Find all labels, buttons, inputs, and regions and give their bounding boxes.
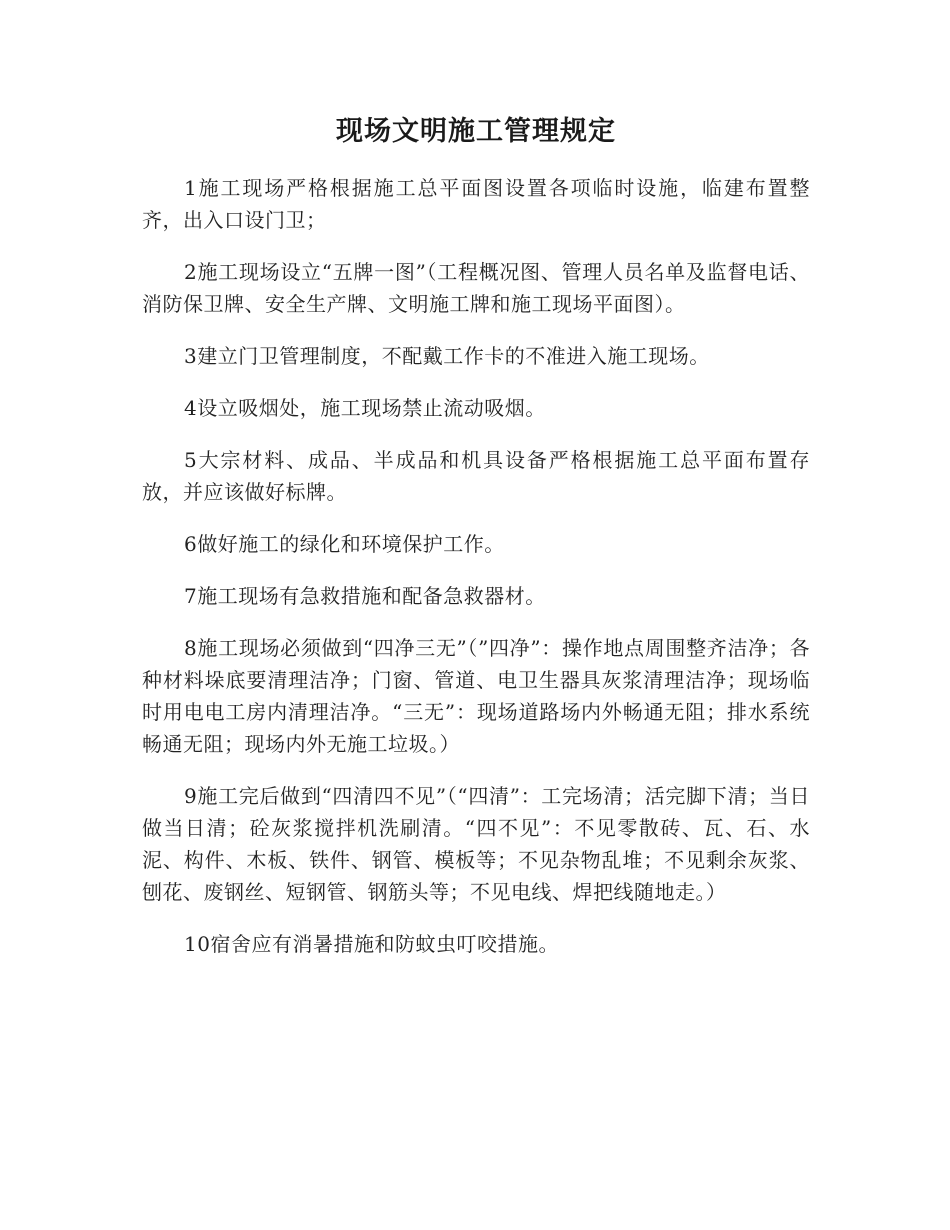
document-page xyxy=(142,110,810,980)
rule-paragraph-4: 4设立吸烟处，施工现场禁止流动吸烟。 xyxy=(184,396,546,420)
rule-paragraph-6: 6做好施工的绿化和环境保护工作。 xyxy=(184,532,505,556)
rule-paragraph-1: 1施工现场严格根据施工总平面图设置各项临时设施，临建布置整齐，出入口设门卫； xyxy=(142,176,810,232)
rule-paragraph-8: 8施工现场必须做到“四净三无”（”四净”：操作地点周围整齐洁净；各种材料垛底要清理洁净；门窗、管道、电卫生器具灰浆清理洁净；现场临时用电电工房内清理洁净。“三无”：现场道路场内外畅通无阻；排水系统畅通无阻；现场内外无施工垃圾。） xyxy=(142,636,810,756)
page-title: 现场文明施工管理规定 xyxy=(336,116,616,147)
rule-paragraph-3: 3建立门卫管理制度，不配戴工作卡的不准进入施工现场。 xyxy=(184,344,710,368)
rule-paragraph-7: 7施工现场有急救措施和配备急救器材。 xyxy=(184,584,546,608)
rule-paragraph-5: 5大宗材料、成品、半成品和机具设备严格根据施工总平面布置存放，并应该做好标牌。 xyxy=(142,448,810,504)
rule-paragraph-2: 2施工现场设立“五牌一图”（工程概况图、管理人员名单及监督电话、消防保卫牌、安全生产牌、文明施工牌和施工现场平面图）。 xyxy=(142,260,810,316)
rule-paragraph-10: 10宿舍应有消暑措施和防蚊虫叮咬措施。 xyxy=(184,932,559,956)
rule-paragraph-9: 9施工完后做到“四清四不见”（“四清”：工完场清；活完脚下清；当日做当日清；砼灰浆搅拌机洗刷清。“四不见”：不见零散砖、瓦、石、水泥、构件、木板、铁件、钢管、模板等；不见杂物乱堆；不见剩余灰浆、刨花、废钢丝、短钢管、钢筋头等；不见电线、焊把线随地走。） xyxy=(142,784,810,904)
